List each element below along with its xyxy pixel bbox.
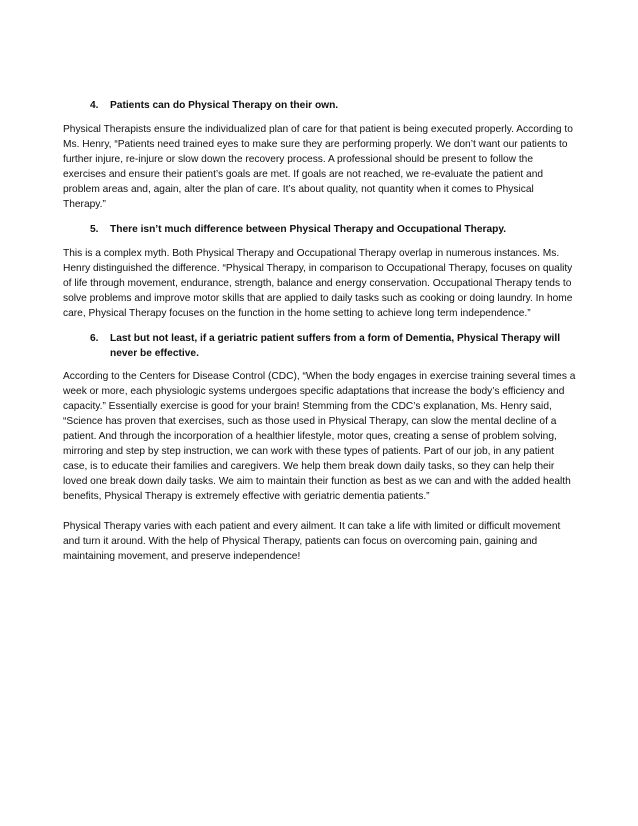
document-body xyxy=(63,98,578,564)
section-paragraph-5: This is a complex myth. Both Physical Therapy and Occupational Therapy overlap in numerous instances. Ms. Henry distinguished the difference. “Physical Therapy, in comparison to Occupational Therapy, focuses on quality of life through movement, endurance, strength, balance and energy conservation. Occupational Therapy tends to solve problems and improve motor skills that are applied to daily tasks such as cooking or doing laundry. In home care, Physical Therapy focuses on the function in the home setting to achieve long term independence.” xyxy=(63,248,573,319)
section-heading-4 xyxy=(90,98,578,113)
section-heading-6 xyxy=(90,331,578,361)
section-heading-text: Last but not least, if a geriatric patient suffers from a form of Dementia, Physical Therapy will never be effective. xyxy=(110,333,561,359)
section-number: 4. xyxy=(90,100,99,111)
closing-paragraph: Physical Therapy varies with each patient and every ailment. It can take a life with limited or difficult movement and turn it around. With the help of Physical Therapy, patients can focus on overcoming pain, gaining and maintaining movement, and preserve independence! xyxy=(63,521,561,562)
section-number: 5. xyxy=(90,224,99,235)
section-heading-text: Patients can do Physical Therapy on their own. xyxy=(110,100,339,111)
section-number: 6. xyxy=(90,333,99,344)
section-paragraph-4: Physical Therapists ensure the individualized plan of care for that patient is being executed properly. According to Ms. Henry, “Patients need trained eyes to make sure they are performing properly. We don’t want our patients to further injure, re-injure or slow down the recovery process. A professional should be present to follow the exercises and ensure their patient’s goals are met. If goals are not reached, we re-evaluate the patient and problem areas and, again, alter the plan of care. It’s about quality, not quantity when it comes to Physical Therapy.” xyxy=(63,124,573,210)
section-heading-text: There isn’t much difference between Physical Therapy and Occupational Therapy. xyxy=(110,224,507,235)
section-heading-5 xyxy=(90,222,578,237)
section-paragraph-6: According to the Centers for Disease Control (CDC), “When the body engages in exercise training several times a week or more, each physiologic systems undergoes specific adaptations that increase the body’s efficiency and capacity.” Essentially exercise is good for your brain! Stemming from the CDC’s explanation, Ms. Henry said, “Science has proven that exercises, such as those used in Physical Therapy, can slow the mental decline of a patient. And through the incorporation of a healthier lifestyle, motor ques, creating a sense of problem solving, mirroring and step by step instruction, we can work with these types of patients. Part of our job, in any patient case, is to educate their families and caregivers. We help them break down daily tasks, so they can help their loved one break down daily tasks. We aim to maintain their function as best as we can and with the added health benefits, Physical Therapy is extremely effective with geriatric dementia patients.” xyxy=(63,371,576,502)
